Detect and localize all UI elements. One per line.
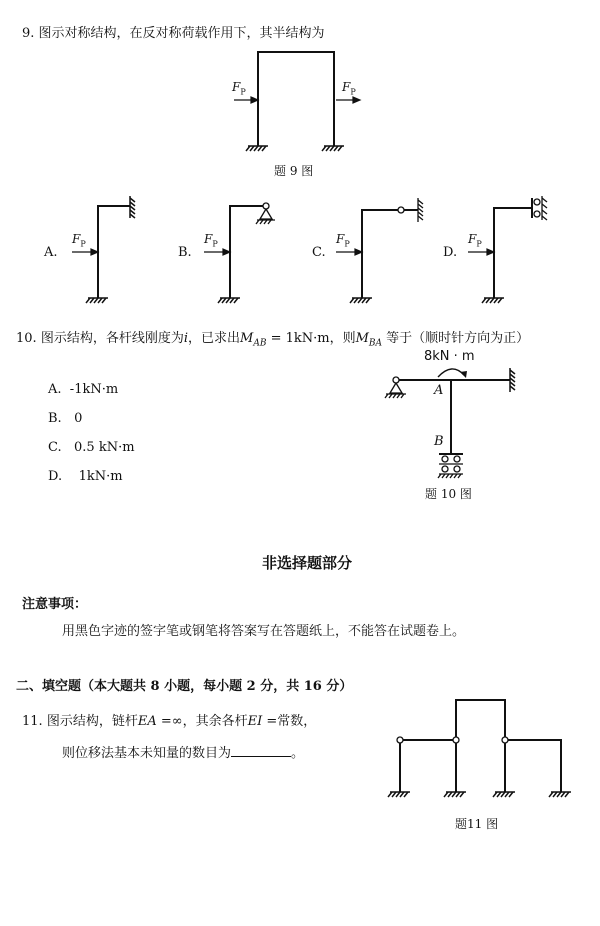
q10-m-ba-sub: BA (368, 338, 383, 349)
q10-node-a: A (434, 383, 444, 398)
q9-load-label-left: $F_P$ (232, 80, 246, 97)
q11-line2-text: 则位移法基本未知量的数目为 (62, 746, 232, 761)
q11-stem-post: =常数， (262, 714, 317, 729)
q10-stem-mid2: = 1kN·m，则 (266, 331, 356, 346)
q11-fixed-supports (388, 792, 571, 797)
option-b-load-label: $F_P$ (204, 232, 218, 249)
option-a-load-label: $F_P$ (72, 232, 86, 249)
q10-stem-post: 等于（顺时针方向为正） (382, 331, 530, 346)
q10-stem-mid1: ，已求出 (188, 331, 241, 346)
q10-node-b: B (434, 434, 444, 449)
q10-option-b[interactable]: B. 0 (48, 411, 83, 426)
q9-option-d-label[interactable]: D. (443, 245, 458, 260)
q10-m-ab-sub: AB (253, 338, 267, 349)
q11-number: 11. (22, 714, 43, 729)
q10-option-a[interactable]: A. -1kN·m (48, 382, 119, 397)
option-d-load-label: $F_P$ (468, 232, 482, 249)
q11-ei: EI (247, 714, 263, 729)
q11-ea: EA (137, 714, 157, 729)
notice-text: 用黑色字迹的签字笔或钢笔将答案写在答题纸上，不能答在试题卷上。 (62, 624, 466, 639)
q10-option-d[interactable]: D. 1kN·m (48, 469, 123, 484)
q11-line2-end: 。 (291, 746, 305, 761)
q10-stem-pre: 图示结构，各杆线刚度为 (40, 331, 184, 346)
q10-caption: 题 10 图 (425, 487, 472, 501)
q9-number: 9. (22, 26, 35, 41)
q11-caption: 题11 图 (455, 817, 499, 831)
q9-load-label-right: $F_P$ (342, 80, 356, 97)
section2-heading: 二、填空题（本大题共 8 小题，每小题 2 分，共 16 分） (16, 679, 353, 694)
notice-title: 注意事项： (22, 597, 88, 612)
q9-option-a-label[interactable]: A. (44, 245, 58, 260)
q11-right-frame (505, 740, 561, 792)
q10-var-i: i (183, 331, 189, 346)
q10-m-ba: M (355, 331, 369, 346)
option-c-load-label: $F_P$ (336, 232, 350, 249)
q11-stem-pre: 图示结构，链杆 (46, 714, 138, 729)
q11-stem-mid: =∞，其余各杆 (156, 714, 248, 729)
q9-stem-text: 图示对称结构，在反对称荷载作用下，其半结构为 (38, 26, 325, 41)
q10-moment-label: 8kN · m (424, 349, 475, 364)
part2-heading: 非选择题部分 (262, 554, 353, 572)
q9-option-c-label[interactable]: C. (312, 245, 326, 260)
q11-left-frame (400, 740, 456, 792)
q9-option-b-label[interactable]: B. (178, 245, 192, 260)
q10-number: 10. (16, 331, 37, 346)
q10-option-c[interactable]: C. 0.5 kN·m (48, 440, 135, 455)
q10-m-ab: M (240, 331, 254, 346)
q11-center-frame (456, 700, 505, 792)
q9-caption: 题 9 图 (274, 164, 314, 178)
